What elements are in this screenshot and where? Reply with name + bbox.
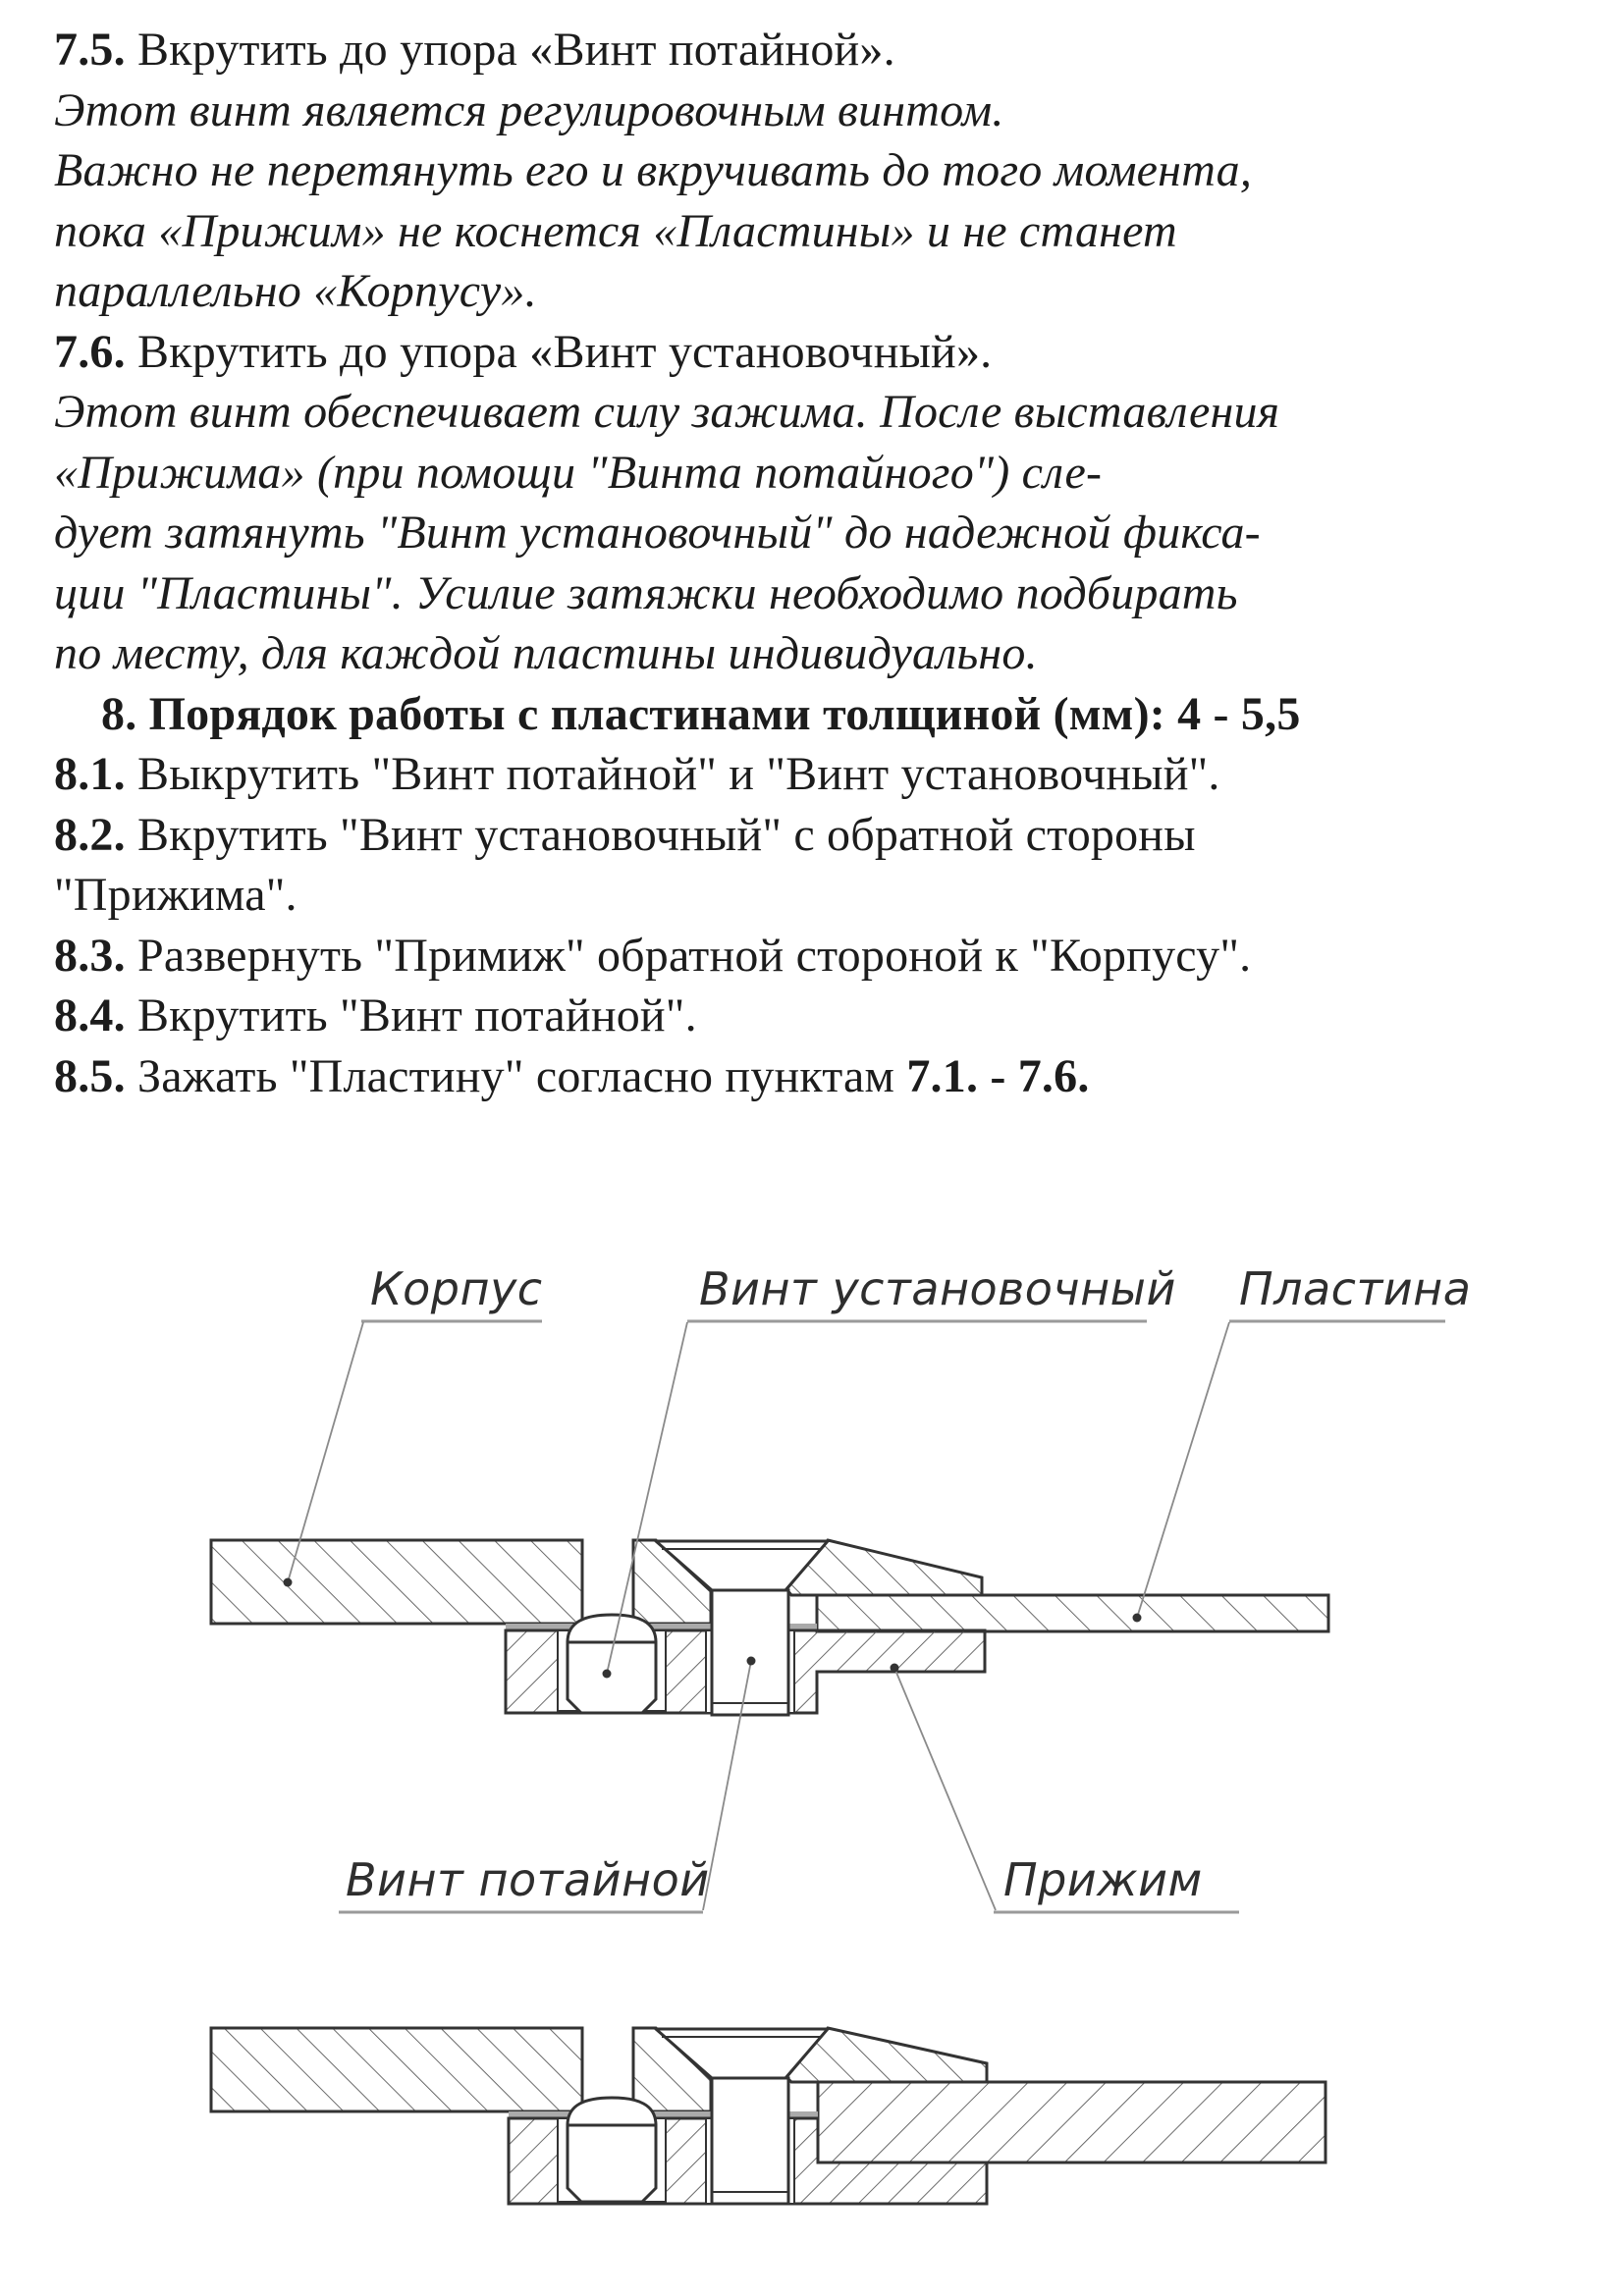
doc-line bbox=[54, 805, 1596, 866]
item-number: 7.6. bbox=[54, 325, 126, 378]
doc-line bbox=[54, 80, 1596, 141]
item-number: 8.4. bbox=[54, 989, 126, 1041]
doc-line bbox=[54, 1046, 1596, 1107]
vint-potaynoy-shank bbox=[712, 2078, 788, 2204]
doc-line bbox=[54, 865, 1596, 926]
line-text: «Прижима» (при помощи "Винта потайного") сле- bbox=[54, 446, 1103, 499]
line-text: Вкрутить до упора «Винт потайной». bbox=[125, 24, 895, 76]
item-number: 7.5. bbox=[54, 24, 126, 76]
leader-dot bbox=[891, 1664, 899, 1673]
label-plastina: Пластина bbox=[1239, 1262, 1472, 1315]
vint-ustanovochny-body bbox=[568, 2125, 656, 2202]
plastina-thick-part bbox=[818, 2082, 1325, 2163]
line-text: Важно не перетянуть его и вкручивать до того момента, bbox=[54, 144, 1253, 196]
doc-line bbox=[54, 140, 1596, 201]
vint-potaynoy-shank bbox=[712, 1590, 788, 1715]
item-number: 8.5. bbox=[54, 1049, 126, 1102]
section-heading bbox=[54, 684, 1596, 745]
doc-line bbox=[54, 20, 1596, 80]
leader-line-prizhim bbox=[894, 1668, 996, 1910]
line-text: Этот винт является регулировочным винтом. bbox=[54, 83, 1004, 136]
line-text: "Прижима". bbox=[54, 869, 298, 921]
line-text: по месту, для каждой пластины индивидуально. bbox=[54, 627, 1038, 679]
instruction-text bbox=[54, 20, 1596, 1106]
cross-section-diagram-2 bbox=[0, 2012, 1623, 2296]
doc-line bbox=[54, 201, 1596, 262]
leader-dot bbox=[747, 1657, 756, 1666]
label-vint-ustanovochny: Винт установочный bbox=[699, 1262, 1176, 1315]
korpus-body-section bbox=[211, 2028, 582, 2111]
doc-line bbox=[54, 623, 1596, 684]
label-vint-potaynoy: Винт потайной bbox=[346, 1853, 710, 1906]
line-text: Вкрутить до упора «Винт установочный». bbox=[125, 325, 993, 378]
leader-line-plastina bbox=[1137, 1322, 1229, 1618]
item-number-range: 7.1. - 7.6. bbox=[906, 1049, 1090, 1102]
label-korpus: Корпус bbox=[370, 1262, 543, 1315]
leader-dot bbox=[603, 1670, 612, 1679]
item-number: 8. bbox=[101, 687, 137, 740]
leader-dot bbox=[1133, 1614, 1142, 1623]
line-text: Вкрутить "Винт потайной". bbox=[125, 989, 697, 1041]
item-number: 8.1. bbox=[54, 748, 126, 800]
line-text: Зажать "Пластину" согласно пунктам bbox=[125, 1049, 907, 1102]
label-prizhim: Прижим bbox=[1003, 1853, 1203, 1906]
line-text: Этот винт обеспечивает силу зажима. После выставления bbox=[54, 386, 1280, 438]
doc-line bbox=[54, 563, 1596, 624]
line-text: Выкрутить "Винт потайной" и "Винт установочный". bbox=[125, 748, 1220, 800]
line-text: Порядок работы с пластинами толщиной (мм): 4 - 5,5 bbox=[136, 687, 1301, 740]
line-text: пока «Прижим» не коснется «Пластины» и не станет bbox=[54, 204, 1177, 257]
doc-line bbox=[54, 986, 1596, 1046]
line-text: ции "Пластины". Усилие затяжки необходимо подбирать bbox=[54, 566, 1238, 619]
doc-line bbox=[54, 503, 1596, 563]
cross-section-diagram-1 bbox=[0, 1227, 1623, 1934]
line-text: Вкрутить "Винт установочный" с обратной стороны bbox=[125, 808, 1196, 861]
doc-line bbox=[54, 261, 1596, 322]
item-number: 8.2. bbox=[54, 808, 126, 861]
doc-line bbox=[54, 443, 1596, 504]
line-text: дует затянуть "Винт установочный" до надежной фикса- bbox=[54, 507, 1261, 559]
korpus-body-section bbox=[211, 1540, 582, 1624]
line-text: параллельно «Корпусу». bbox=[54, 265, 537, 317]
vint-ustanovochny-dome bbox=[568, 2098, 656, 2125]
item-number: 8.3. bbox=[54, 929, 126, 982]
leader-dot bbox=[284, 1578, 293, 1587]
vint-ustanovochny-dome bbox=[568, 1615, 656, 1642]
line-text: Развернуть "Примиж" обратной стороной к "Корпусу". bbox=[125, 929, 1252, 982]
plastina-part bbox=[817, 1595, 1328, 1631]
doc-line bbox=[54, 382, 1596, 443]
doc-line bbox=[54, 322, 1596, 383]
doc-line bbox=[54, 926, 1596, 987]
doc-line bbox=[54, 744, 1596, 805]
